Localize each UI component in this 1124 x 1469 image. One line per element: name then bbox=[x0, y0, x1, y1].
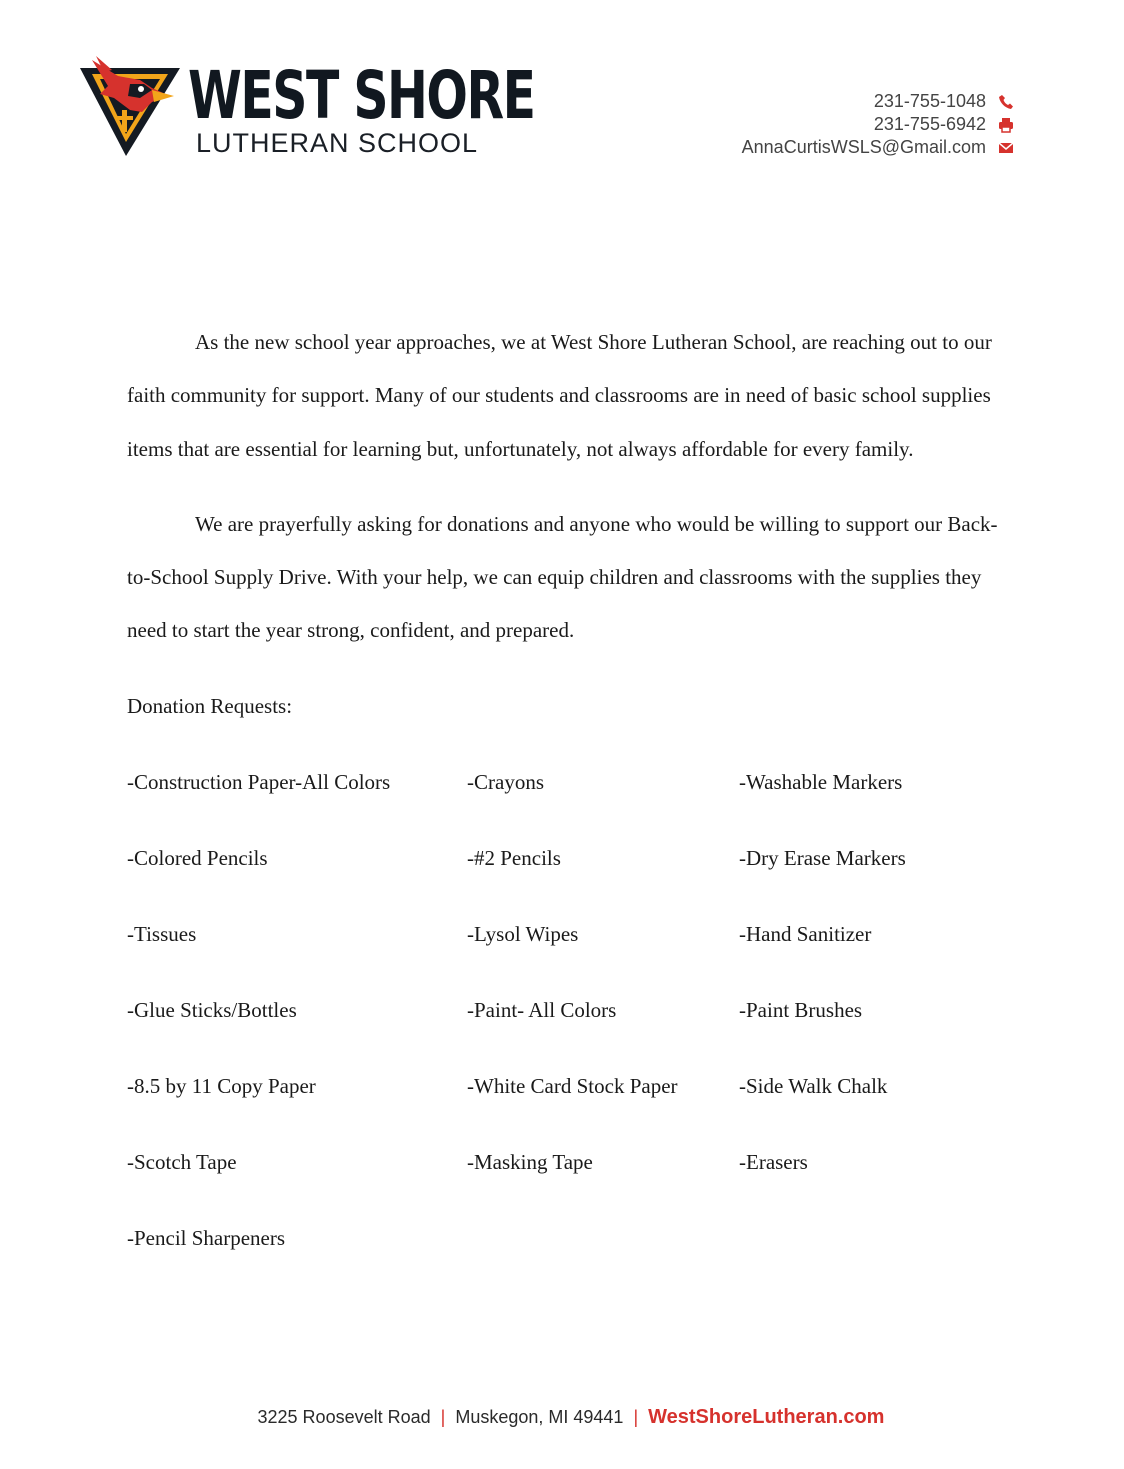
footer-city: Muskegon, MI 49441 bbox=[455, 1407, 624, 1427]
list-item: -8.5 by 11 Copy Paper bbox=[127, 1073, 316, 1098]
donation-items-list bbox=[127, 756, 1017, 1265]
list-item: -Side Walk Chalk bbox=[739, 1073, 888, 1098]
email-row bbox=[742, 136, 1014, 159]
list-item: -White Card Stock Paper bbox=[467, 1073, 678, 1098]
contact-info bbox=[742, 90, 1014, 159]
list-item: -Paint Brushes bbox=[739, 997, 863, 1022]
phone-icon bbox=[998, 94, 1014, 110]
list-item: -Glue Sticks/Bottles bbox=[127, 997, 297, 1022]
fax-icon bbox=[998, 117, 1014, 133]
list-item: -Erasers bbox=[739, 1149, 808, 1174]
phone-number: 231-755-1048 bbox=[873, 91, 986, 111]
footer-separator: | bbox=[633, 1407, 639, 1427]
list-item: -Construction Paper-All Colors bbox=[127, 769, 391, 794]
phone-row bbox=[742, 90, 1014, 113]
list-item: -Crayons bbox=[467, 769, 544, 794]
footer bbox=[0, 1400, 1124, 1434]
logo-title: WEST SHORE bbox=[188, 57, 535, 134]
school-logo bbox=[78, 54, 535, 158]
list-item: -Paint- All Colors bbox=[467, 997, 617, 1022]
envelope-icon bbox=[998, 140, 1014, 156]
letter-body bbox=[127, 316, 1017, 1265]
list-item: -#2 Pencils bbox=[467, 845, 561, 870]
list-item: -Dry Erase Markers bbox=[739, 845, 906, 870]
paragraph-intro: As the new school year approaches, we at West Shore Lutheran School, are reaching out to our faith community for support. Many of our students and classrooms are in need of basic school supplies items that are essential for learning but, unfortunately, not always affordable for every family. bbox=[127, 330, 992, 461]
list-item: -Lysol Wipes bbox=[467, 921, 579, 946]
email-address[interactable]: AnnaCurtisWSLS@Gmail.com bbox=[741, 137, 986, 157]
list-item: -Washable Markers bbox=[739, 769, 903, 794]
list-item: -Colored Pencils bbox=[127, 845, 268, 870]
cardinal-logo-icon bbox=[78, 54, 182, 158]
paragraph-request: We are prayerfully asking for donations and anyone who would be willing to support our Back-to-School Supply Drive. With your help, we can equip children and classrooms with the supplies they need to start the year strong, confident, and prepared. bbox=[127, 511, 998, 643]
fax-number: 231-755-6942 bbox=[873, 114, 986, 134]
footer-address: 3225 Roosevelt Road bbox=[257, 1407, 431, 1427]
list-item: -Hand Sanitizer bbox=[739, 921, 872, 946]
list-item: -Masking Tape bbox=[467, 1149, 593, 1174]
logo-subtitle: LUTHERAN SCHOOL bbox=[196, 128, 479, 158]
list-item: -Tissues bbox=[127, 921, 197, 946]
website-link[interactable]: WestShoreLutheran.com bbox=[648, 1406, 885, 1428]
fax-row bbox=[742, 113, 1014, 136]
donation-requests-heading: Donation Requests: bbox=[127, 693, 293, 718]
list-item: -Scotch Tape bbox=[127, 1149, 237, 1174]
list-item: -Pencil Sharpeners bbox=[127, 1225, 286, 1250]
footer-separator: | bbox=[440, 1407, 446, 1427]
